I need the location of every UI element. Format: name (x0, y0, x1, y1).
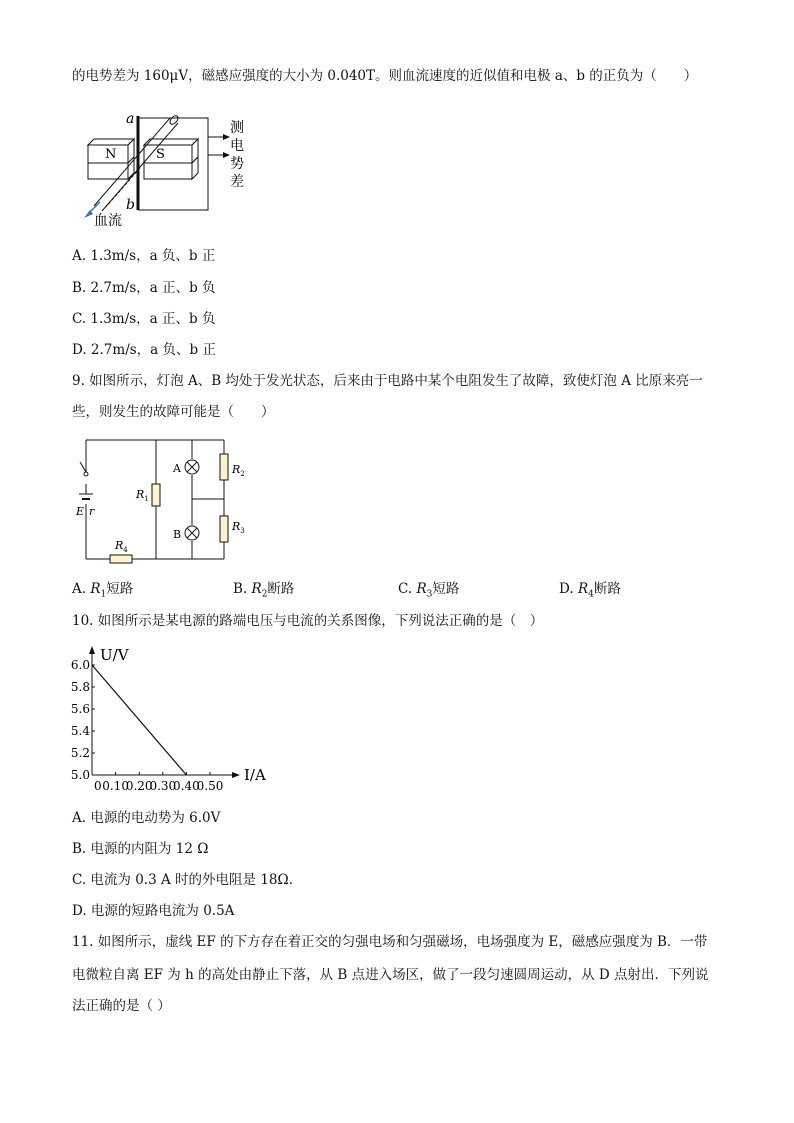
x-tick-label: 0.10 (102, 779, 129, 793)
r1-label: $R_1$ (136, 488, 149, 503)
emf-label: E (76, 505, 85, 518)
blood-flow-meter-figure (70, 110, 260, 232)
lamp-b-label: B (173, 528, 182, 541)
q8-option-c: C. 1.3m/s，a 正、b 负 (72, 311, 216, 327)
resistor-r4 (110, 555, 132, 563)
resistor-r2 (220, 454, 228, 480)
lamp-a-label: A (173, 462, 181, 475)
resistor-r1 (152, 484, 160, 506)
r3-label: $R_3$ (232, 520, 245, 535)
q11-stem-line3: 法正确的是（ ） (72, 998, 171, 1014)
series-line (92, 665, 186, 775)
circuit-figure (68, 432, 258, 568)
battery (79, 484, 93, 499)
y-axis-arrow (89, 646, 95, 654)
q8-intro: 的电势差为 160μV，磁感应强度的大小为 0.040T。则血流速度的近似值和电极 a、b 的正负为（ ） (72, 68, 698, 84)
y-tick-label: 5.4 (70, 724, 90, 738)
switch (80, 462, 88, 476)
magnet-n-label: N (105, 147, 117, 162)
y-tick-label: 5.6 (70, 702, 90, 716)
q8-option-d: D. 2.7m/s，a 负、b 正 (72, 342, 216, 358)
q8-option-b: B. 2.7m/s，a 正、b 负 (72, 280, 216, 296)
lamp-b (185, 526, 199, 540)
internal-r-label: r (89, 505, 95, 518)
r2-label: $R_2$ (232, 463, 245, 478)
y-tick-label: 6.0 (70, 658, 90, 672)
r4-label: $R_4$ (115, 539, 128, 554)
q10-stem: 10. 如图所示是某电源的路端电压与电流的关系图像，下列说法正确的是（ ） (72, 613, 544, 629)
measure-char-2: 电 (230, 138, 244, 154)
q9-option-b: B. $R_2$断路 (233, 581, 295, 600)
q10-option-a: A. 电源的电动势为 6.0V (72, 810, 221, 826)
magnet-s-label: S (156, 147, 165, 162)
blood-flow-label: 血流 (94, 213, 122, 229)
measure-char-3: 势 (230, 156, 244, 172)
x-axis-label: I/A (244, 766, 266, 784)
u-i-chart (62, 640, 272, 798)
q10-option-d: D. 电源的短路电流为 0.5A (72, 903, 235, 919)
lamp-a (185, 460, 199, 474)
q9-stem-line2: 些，则发生的故障可能是（ ） (72, 404, 275, 420)
q11-stem-line2: 电微粒自离 EF 为 h 的高处由静止下落，从 B 点进入场区，做了一段匀速圆周运动，从 D 点射出．下列说 (72, 967, 709, 983)
y-tick-label: 5.2 (70, 746, 90, 760)
x-tick-label: 0.40 (173, 779, 200, 793)
q10-option-c: C. 电流为 0.3 A 时的外电阻是 18Ω. (72, 872, 293, 888)
x-axis-arrow (232, 772, 240, 778)
magnet-s (144, 139, 198, 179)
magnet-n (88, 139, 134, 179)
measure-char-4: 差 (230, 174, 244, 190)
q9-option-d: D. $R_4$断路 (559, 581, 621, 600)
x-tick-label: 0.20 (125, 779, 153, 793)
resistor-r3 (220, 516, 228, 542)
measure-char-1: 测 (230, 120, 244, 136)
q10-option-b: B. 电源的内阻为 12 Ω (72, 841, 209, 857)
x-tick-label: 0.50 (196, 779, 224, 793)
x-tick-label: 0.30 (149, 779, 177, 793)
x-tick-label: 0 (94, 779, 102, 793)
y-tick-label: 5.0 (70, 768, 90, 782)
q11-stem-line1: 11. 如图所示，虚线 EF 的下方存在着正交的匀强电场和匀强磁场，电场强度为 E，磁感应强度为 B．一带 (72, 934, 708, 950)
y-tick-label: 5.8 (70, 680, 90, 694)
q9-option-a: A. $R_1$短路 (72, 581, 134, 600)
electrode-a-label: a (126, 111, 135, 127)
y-axis-label: U/V (100, 646, 129, 664)
electrode-b-label: b (126, 197, 135, 213)
q8-option-a: A. 1.3m/s，a 负、b 正 (72, 248, 216, 264)
q9-option-c: C. $R_3$短路 (398, 581, 460, 600)
q9-stem-line1: 9. 如图所示，灯泡 A、B 均处于发光状态，后来由于电路中某个电阻发生了故障，致使灯泡 A 比原来亮一 (72, 373, 703, 389)
